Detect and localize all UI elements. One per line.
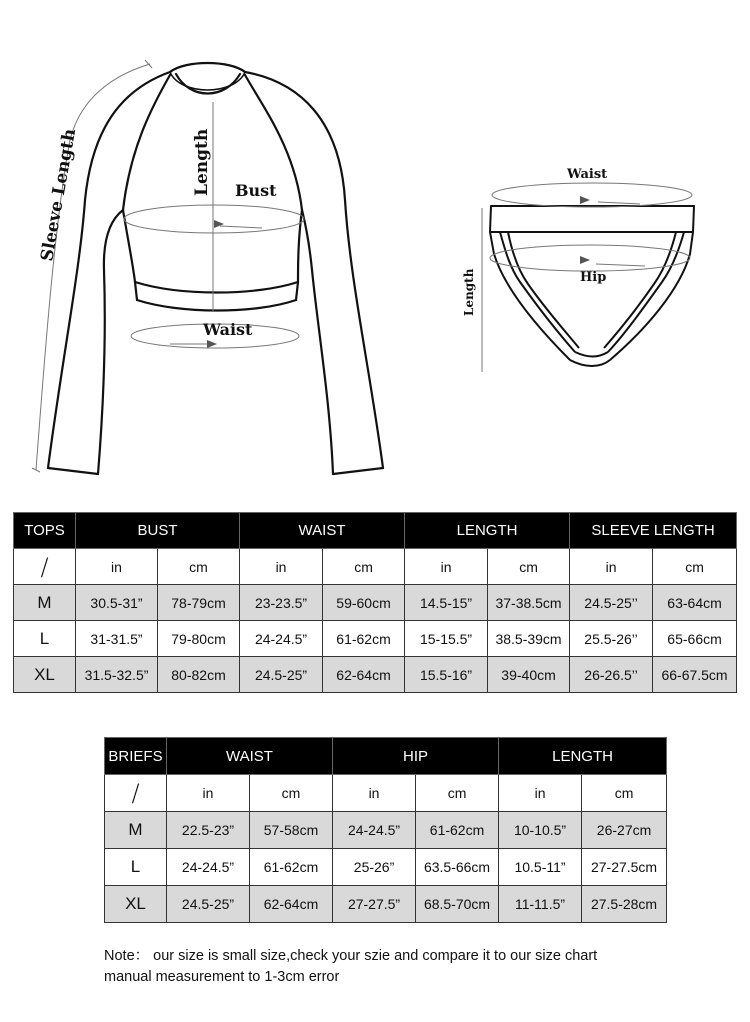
- table-cell: 25-26”: [333, 849, 416, 886]
- briefs-unit-row: [105, 775, 667, 812]
- table-cell: 24.5-25”: [167, 886, 250, 923]
- unit-cell: in: [240, 549, 323, 585]
- tops-size-table: [13, 512, 737, 693]
- measurement-diagram: [0, 0, 750, 500]
- unit-cell: in: [499, 775, 582, 812]
- size-label: L: [105, 849, 167, 886]
- size-label: XL: [105, 886, 167, 923]
- unit-cell: cm: [582, 775, 667, 812]
- bust-label: Bust: [235, 181, 277, 200]
- top-illustration: [48, 63, 383, 474]
- table-cell: 57-58cm: [250, 812, 333, 849]
- note-line-1: Note： our size is small size,check your szie and compare it to our size chart: [104, 948, 598, 964]
- table-cell: 62-64cm: [323, 657, 405, 693]
- table-cell: 22.5-23”: [167, 812, 250, 849]
- table-cell: 61-62cm: [416, 812, 499, 849]
- unit-cell: in: [167, 775, 250, 812]
- briefs-illustration: [490, 206, 694, 366]
- table-cell: 37-38.5cm: [488, 585, 570, 621]
- table-cell: 15.5-16”: [405, 657, 488, 693]
- size-label: M: [14, 585, 76, 621]
- table-cell: 14.5-15”: [405, 585, 488, 621]
- tops-corner-cell: TOPS: [14, 513, 76, 549]
- table-cell: 15-15.5”: [405, 621, 488, 657]
- table-cell: 24.5-25”: [240, 657, 323, 693]
- table-cell: 24-24.5”: [333, 812, 416, 849]
- table-row: [105, 886, 667, 923]
- table-row: [14, 585, 737, 621]
- table-cell: 30.5-31”: [76, 585, 158, 621]
- table-cell: 24.5-25’’: [570, 585, 653, 621]
- table-cell: 78-79cm: [158, 585, 240, 621]
- table-cell: 27.5-28cm: [582, 886, 667, 923]
- table-cell: 23-23.5”: [240, 585, 323, 621]
- unit-cell: cm: [488, 549, 570, 585]
- briefs-length-label: Length: [462, 268, 476, 316]
- unit-cell: cm: [416, 775, 499, 812]
- top-length-label: Length: [192, 128, 212, 196]
- unit-cell: in: [76, 549, 158, 585]
- table-cell: 39-40cm: [488, 657, 570, 693]
- table-row: [105, 849, 667, 886]
- note-line-2: manual measurement to 1-3cm error: [104, 969, 340, 985]
- size-label: M: [105, 812, 167, 849]
- unit-cell: cm: [653, 549, 737, 585]
- briefs-hip-header: HIP: [333, 738, 499, 775]
- briefs-hip-label: Hip: [580, 270, 607, 285]
- unit-cell: in: [333, 775, 416, 812]
- table-row: [14, 621, 737, 657]
- unit-cell: in: [570, 549, 653, 585]
- table-cell: 27-27.5”: [333, 886, 416, 923]
- tops-bust-header: BUST: [76, 513, 240, 549]
- top-measure-lines: [32, 60, 304, 472]
- table-cell: 10.5-11”: [499, 849, 582, 886]
- briefs-length-header: LENGTH: [499, 738, 667, 775]
- unit-cell: cm: [250, 775, 333, 812]
- tops-waist-header: WAIST: [240, 513, 405, 549]
- size-label: L: [14, 621, 76, 657]
- briefs-header-row: [105, 738, 667, 775]
- table-cell: 11-11.5”: [499, 886, 582, 923]
- size-label: XL: [14, 657, 76, 693]
- briefs-slash-cell: /: [105, 775, 167, 812]
- table-cell: 79-80cm: [158, 621, 240, 657]
- table-cell: 10-10.5”: [499, 812, 582, 849]
- tops-unit-row: [14, 549, 737, 585]
- unit-cell: cm: [323, 549, 405, 585]
- table-cell: 61-62cm: [250, 849, 333, 886]
- table-cell: 26-27cm: [582, 812, 667, 849]
- table-cell: 25.5-26’’: [570, 621, 653, 657]
- tops-slash-cell: /: [14, 549, 76, 585]
- table-cell: 80-82cm: [158, 657, 240, 693]
- briefs-waist-label: Waist: [567, 167, 608, 182]
- table-cell: 61-62cm: [323, 621, 405, 657]
- table-row: [105, 812, 667, 849]
- size-note: [104, 946, 704, 988]
- table-cell: 63-64cm: [653, 585, 737, 621]
- table-cell: 27-27.5cm: [582, 849, 667, 886]
- unit-cell: in: [405, 549, 488, 585]
- table-row: [14, 657, 737, 693]
- table-cell: 24-24.5”: [240, 621, 323, 657]
- table-cell: 24-24.5”: [167, 849, 250, 886]
- table-cell: 68.5-70cm: [416, 886, 499, 923]
- table-cell: 65-66cm: [653, 621, 737, 657]
- table-cell: 62-64cm: [250, 886, 333, 923]
- sleeve-length-label: Sleeve Length: [37, 127, 81, 263]
- table-cell: 31.5-32.5”: [76, 657, 158, 693]
- tops-length-header: LENGTH: [405, 513, 570, 549]
- table-cell: 31-31.5”: [76, 621, 158, 657]
- table-cell: 59-60cm: [323, 585, 405, 621]
- briefs-corner-cell: BRIEFS: [105, 738, 167, 775]
- table-cell: 66-67.5cm: [653, 657, 737, 693]
- tops-sleeve-length-header: SLEEVE LENGTH: [570, 513, 737, 549]
- briefs-size-table: [104, 737, 667, 923]
- table-cell: 63.5-66cm: [416, 849, 499, 886]
- briefs-waist-header: WAIST: [167, 738, 333, 775]
- unit-cell: cm: [158, 549, 240, 585]
- table-cell: 26-26.5’’: [570, 657, 653, 693]
- top-waist-label: Waist: [203, 320, 253, 339]
- tops-header-row: [14, 513, 737, 549]
- table-cell: 38.5-39cm: [488, 621, 570, 657]
